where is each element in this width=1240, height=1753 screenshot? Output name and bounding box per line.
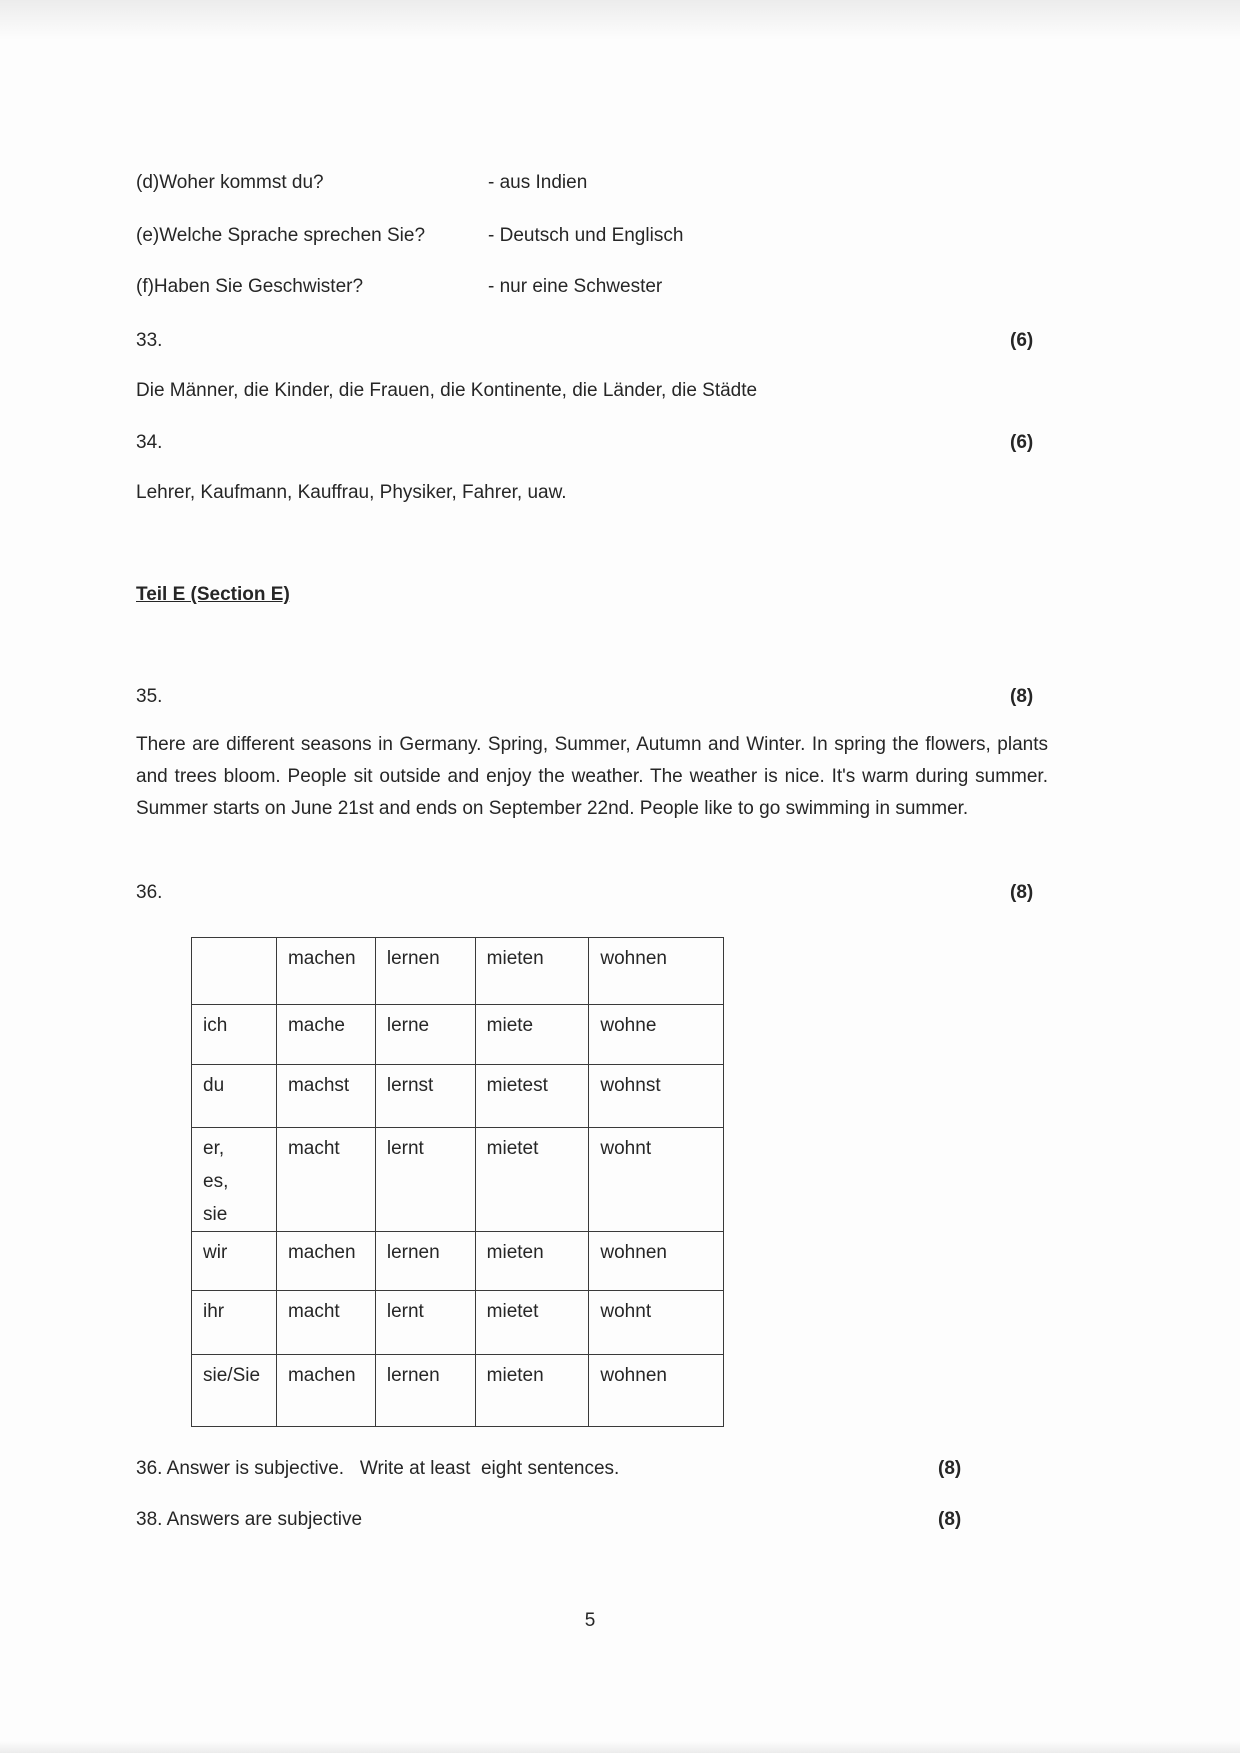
conjugation-table (191, 937, 724, 1427)
table-header-cell: lernen (375, 938, 475, 1005)
question-34-answer: Lehrer, Kaufmann, Kauffrau, Physiker, Fahrer, uaw. (136, 482, 567, 503)
table-header-cell: machen (276, 938, 375, 1005)
table-cell: lerne (375, 1005, 475, 1065)
table-cell: lernen (375, 1355, 475, 1427)
table-cell: miete (475, 1005, 589, 1065)
qa-answer-e: - Deutsch und Englisch (488, 225, 684, 246)
qa-question-d: (d)Woher kommst du? (136, 172, 324, 193)
qa-question-e: (e)Welche Sprache sprechen Sie? (136, 225, 426, 246)
question-35-marks: (8) (1010, 686, 1034, 707)
table-cell: mache (276, 1005, 375, 1065)
table-cell: ihr (192, 1291, 277, 1355)
question-35-number: 35. (136, 686, 163, 707)
table-header-cell (192, 938, 277, 1005)
qa-question-f: (f)Haben Sie Geschwister? (136, 276, 364, 297)
table-row (192, 1128, 724, 1232)
table-row (192, 1355, 724, 1427)
table-cell: wohne (589, 1005, 724, 1065)
question-33-number: 33. (136, 330, 163, 351)
table-header-cell: mieten (475, 938, 589, 1005)
table-row (192, 1291, 724, 1355)
table-cell: macht (276, 1291, 375, 1355)
question-33-answer: Die Männer, die Kinder, die Frauen, die Kontinente, die Länder, die Städte (136, 380, 758, 401)
table-cell: er, es, sie (192, 1128, 277, 1232)
table-cell: du (192, 1065, 277, 1128)
page-number: 5 (584, 1610, 596, 1631)
question-33-marks: (6) (1010, 330, 1034, 351)
table-cell: mietest (475, 1065, 589, 1128)
table-cell: lernst (375, 1065, 475, 1128)
table-cell: mieten (475, 1232, 589, 1291)
question-36-number: 36. (136, 882, 163, 903)
qa-answer-d: - aus Indien (488, 172, 588, 193)
question-34-number: 34. (136, 432, 163, 453)
table-cell: mietet (475, 1128, 589, 1232)
table-cell: wohnen (589, 1232, 724, 1291)
answer-line-38-marks: (8) (938, 1509, 962, 1530)
table-cell: machen (276, 1355, 375, 1427)
question-36-marks: (8) (1010, 882, 1034, 903)
answer-line-36: 36. Answer is subjective. Write at least eight sentences. (136, 1458, 620, 1479)
table-row (192, 1065, 724, 1128)
table-cell: machst (276, 1065, 375, 1128)
table-cell: wohnt (589, 1291, 724, 1355)
table-header-row (192, 938, 724, 1005)
table-row (192, 1005, 724, 1065)
table-cell: wir (192, 1232, 277, 1291)
question-35-answer: There are different seasons in Germany. Spring, Summer, Autumn and Winter. In spring the flowers, plants and trees bloom. People sit outside and enjoy the weather. The weather is nice. It's warm during summer. Summer starts on June 21st and ends on September 22nd. People like to go swimming in summer. (136, 734, 1048, 819)
table-cell: mieten (475, 1355, 589, 1427)
table-cell: wohnt (589, 1128, 724, 1232)
table-cell: sie/Sie (192, 1355, 277, 1427)
table-cell: lernt (375, 1291, 475, 1355)
table-cell: ich (192, 1005, 277, 1065)
scan-shadow-bottom (0, 1741, 1240, 1753)
table-cell: lernt (375, 1128, 475, 1232)
table-row (192, 1232, 724, 1291)
table-cell: wohnst (589, 1065, 724, 1128)
qa-answer-f: - nur eine Schwester (488, 276, 663, 297)
question-34-marks: (6) (1010, 432, 1034, 453)
answer-line-36-marks: (8) (938, 1458, 962, 1479)
table-cell: machen (276, 1232, 375, 1291)
table-cell: wohnen (589, 1355, 724, 1427)
table-header-cell: wohnen (589, 938, 724, 1005)
table-cell: macht (276, 1128, 375, 1232)
table-cell: mietet (475, 1291, 589, 1355)
table-cell: lernen (375, 1232, 475, 1291)
section-heading: Teil E (Section E) (136, 584, 290, 605)
answer-line-38: 38. Answers are subjective (136, 1509, 363, 1530)
scan-shadow-top (0, 0, 1240, 40)
